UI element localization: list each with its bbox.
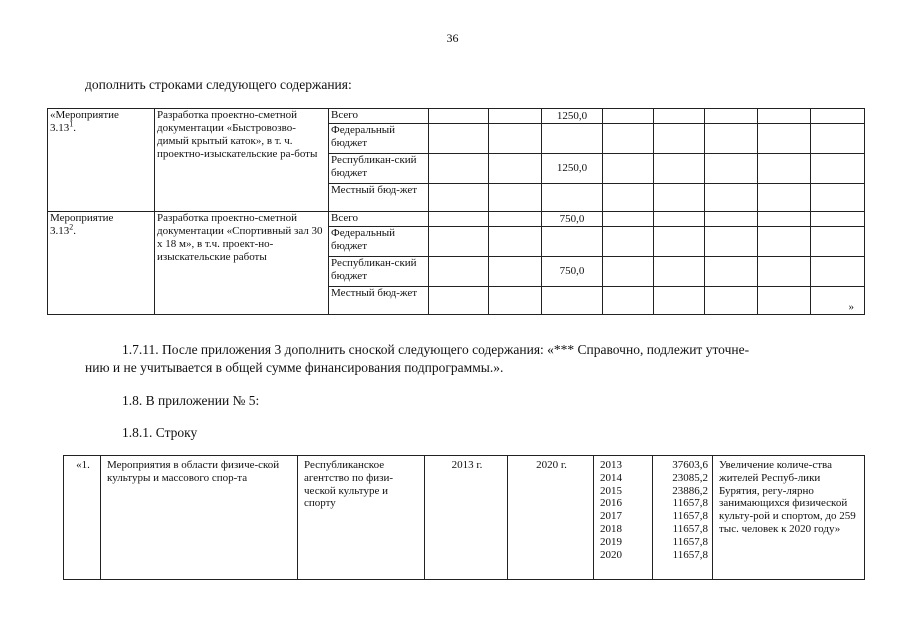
funding-source-cell: Местный бюд-жет	[329, 184, 429, 212]
year-value: 2018	[600, 522, 622, 535]
empty-cell	[758, 257, 811, 287]
empty-cell	[705, 257, 758, 287]
empty-cell	[489, 287, 542, 315]
table-row	[48, 212, 865, 227]
amount-cell: 750,0	[542, 212, 603, 227]
empty-cell	[654, 287, 705, 315]
empty-cell	[758, 184, 811, 212]
empty-cell	[654, 227, 705, 257]
empty-cell	[705, 124, 758, 154]
activity-name-cell	[48, 109, 155, 212]
empty-cell	[811, 212, 865, 227]
empty-cell	[705, 287, 758, 315]
empty-cell	[603, 184, 654, 212]
funding-source-cell: Всего	[329, 109, 429, 124]
closing-quote-cell: »	[811, 287, 865, 315]
activity-number: 3.13	[50, 225, 70, 237]
empty-cell	[705, 227, 758, 257]
year-value: 2015	[600, 484, 622, 497]
funding-source-cell: Республикан-ский бюджет	[329, 154, 429, 184]
empty-cell	[654, 124, 705, 154]
empty-cell	[811, 227, 865, 257]
empty-cell	[429, 184, 489, 212]
amount-cell	[542, 124, 603, 154]
amount-value: 23886,2	[672, 484, 708, 497]
empty-cell	[654, 109, 705, 124]
empty-cell	[429, 227, 489, 257]
table-row	[64, 456, 865, 580]
amount-value: 11657,8	[672, 535, 708, 548]
amount-value: 37603,6	[672, 459, 708, 471]
funding-source-cell: Местный бюд-жет	[329, 287, 429, 315]
activity-description-cell: Разработка проектно-сметной документации «Быстровозво-димый крытый каток», в т. ч. проектно-изыскательские ра-боты	[155, 109, 329, 212]
empty-cell	[654, 257, 705, 287]
paragraph-line: нию и не учитывается в общей сумме финансирования подпрограммы.».	[85, 360, 504, 375]
amount-cell	[542, 287, 603, 315]
funding-source-cell: Федеральный бюджет	[329, 227, 429, 257]
paragraph-1-8-1: 1.8.1. Строку	[122, 425, 198, 440]
empty-cell	[811, 154, 865, 184]
funding-source-cell: Всего	[329, 212, 429, 227]
year-value: 2014	[600, 471, 622, 484]
amount-value: 11657,8	[672, 510, 708, 523]
year-value: 2016	[600, 497, 622, 510]
empty-cell	[603, 124, 654, 154]
amount-cell	[542, 227, 603, 257]
empty-cell	[429, 154, 489, 184]
funding-source-cell: Республикан-ский бюджет	[329, 257, 429, 287]
empty-cell	[603, 287, 654, 315]
empty-cell	[705, 212, 758, 227]
activities-table	[47, 108, 865, 315]
empty-cell	[603, 154, 654, 184]
page-number: 36	[446, 31, 459, 45]
paragraph-1-8: 1.8. В приложении № 5:	[122, 393, 260, 408]
amount-cell: 1250,0	[542, 154, 603, 184]
activity-name-cell	[48, 212, 155, 315]
year-value: 2019	[600, 535, 622, 548]
empty-cell	[603, 109, 654, 124]
amount-value: 11657,8	[672, 497, 708, 510]
activity-description-cell: Разработка проектно-сметной документации «Спортивный зал 30 х 18 м», в т.ч. проект-но-изыскательские работы	[155, 212, 329, 315]
year-value: 2017	[600, 510, 622, 523]
empty-cell	[489, 154, 542, 184]
empty-cell	[811, 257, 865, 287]
empty-cell	[429, 257, 489, 287]
empty-cell	[705, 109, 758, 124]
empty-cell	[654, 212, 705, 227]
amounts-cell	[653, 456, 713, 580]
empty-cell	[811, 184, 865, 212]
empty-cell	[758, 109, 811, 124]
empty-cell	[758, 227, 811, 257]
year-value: 2013	[600, 459, 622, 471]
program-row-table	[63, 455, 865, 580]
empty-cell	[811, 109, 865, 124]
activity-number: 3.13	[50, 122, 70, 134]
empty-cell	[429, 109, 489, 124]
activity-cell: Мероприятия в области физиче-ской культуры и массового спор-та	[101, 456, 298, 580]
activity-name: Мероприятие	[50, 212, 114, 224]
empty-cell	[489, 212, 542, 227]
paragraph-1-7-11	[85, 341, 845, 377]
amount-value: 11657,8	[672, 522, 708, 535]
row-number: «1.	[64, 456, 101, 580]
activity-name: «Мероприятие	[50, 109, 119, 121]
footnote-mark: 1	[69, 119, 74, 129]
empty-cell	[429, 124, 489, 154]
amount-cell	[542, 184, 603, 212]
empty-cell	[654, 154, 705, 184]
empty-cell	[429, 212, 489, 227]
empty-cell	[705, 154, 758, 184]
empty-cell	[489, 257, 542, 287]
empty-cell	[758, 212, 811, 227]
empty-cell	[489, 227, 542, 257]
empty-cell	[603, 227, 654, 257]
empty-cell	[489, 124, 542, 154]
result-cell: Увеличение количе-ства жителей Респуб-лики Бурятия, регу-лярно занимающихся физической культу-рой и спортом, до 259 тыс. человек к 2020 году»	[713, 456, 865, 580]
activity-number-suffix: .	[73, 122, 76, 134]
activity-number-suffix: .	[73, 225, 76, 237]
paragraph-line: 1.7.11. После приложения 3 дополнить сноской следующего содержания: «*** Справочно, подлежит уточне-	[122, 342, 750, 357]
empty-cell	[758, 154, 811, 184]
years-cell	[594, 456, 653, 580]
empty-cell	[603, 257, 654, 287]
funding-source-cell: Федеральный бюджет	[329, 124, 429, 154]
empty-cell	[489, 109, 542, 124]
empty-cell	[758, 124, 811, 154]
empty-cell	[603, 212, 654, 227]
empty-cell	[489, 184, 542, 212]
empty-cell	[811, 124, 865, 154]
year-value: 2020	[600, 548, 622, 561]
empty-cell	[654, 184, 705, 212]
amount-value: 11657,8	[672, 548, 708, 561]
intro-text: дополнить строками следующего содержания:	[85, 77, 352, 92]
table-row	[48, 109, 865, 124]
empty-cell	[429, 287, 489, 315]
empty-cell	[758, 287, 811, 315]
amount-cell: 750,0	[542, 257, 603, 287]
amount-cell: 1250,0	[542, 109, 603, 124]
start-year-cell: 2013 г.	[425, 456, 508, 580]
amount-value: 23085,2	[672, 471, 708, 484]
empty-cell	[705, 184, 758, 212]
footnote-mark: 2	[69, 222, 74, 232]
end-year-cell: 2020 г.	[508, 456, 594, 580]
executor-cell: Республиканское агентство по физи-ческой культуре и спорту	[298, 456, 425, 580]
